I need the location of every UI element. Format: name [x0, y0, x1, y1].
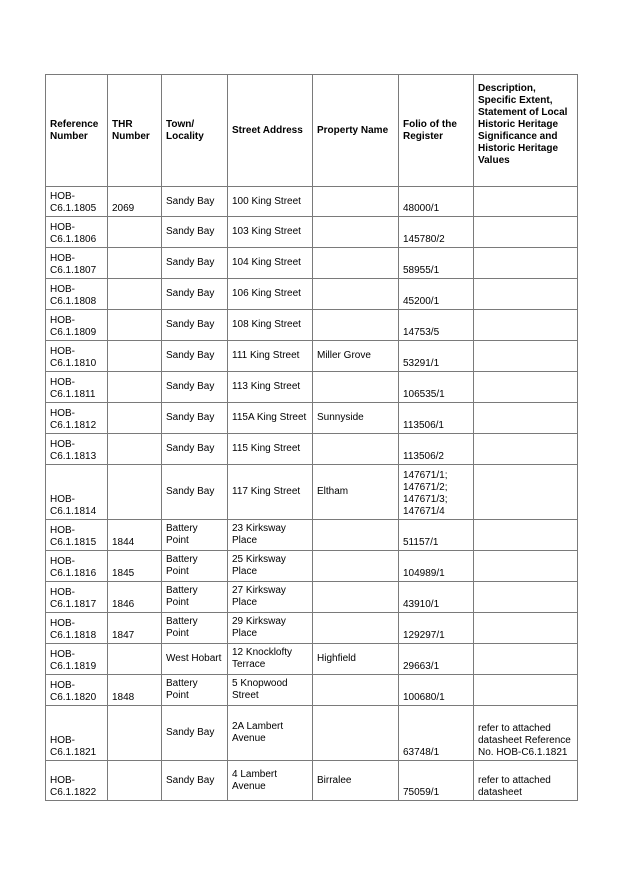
reference-number-cell: HOB-C6.1.1807	[46, 248, 108, 279]
street-address-cell: 103 King Street	[228, 217, 313, 248]
street-address-cell: 113 King Street	[228, 372, 313, 403]
property-name-cell	[313, 613, 399, 644]
reference-number-cell: HOB-C6.1.1821	[46, 706, 108, 761]
folio-cell: 100680/1	[399, 675, 474, 706]
thr-number-cell	[108, 279, 162, 310]
property-name-cell	[313, 310, 399, 341]
folio-cell: 51157/1	[399, 520, 474, 551]
property-name-cell: Birralee	[313, 761, 399, 801]
table-row	[46, 372, 578, 403]
table-row	[46, 551, 578, 582]
folio-cell: 53291/1	[399, 341, 474, 372]
property-name-cell	[313, 217, 399, 248]
property-name-cell	[313, 520, 399, 551]
header-town-locality: Town/ Locality	[162, 75, 228, 187]
property-name-cell	[313, 706, 399, 761]
folio-cell: 63748/1	[399, 706, 474, 761]
description-cell	[474, 644, 578, 675]
town-locality-cell: Sandy Bay	[162, 372, 228, 403]
reference-number-cell: HOB-C6.1.1808	[46, 279, 108, 310]
folio-cell: 147671/1; 147671/2; 147671/3; 147671/4	[399, 465, 474, 520]
folio-cell: 113506/2	[399, 434, 474, 465]
folio-cell: 113506/1	[399, 403, 474, 434]
town-locality-cell: Sandy Bay	[162, 465, 228, 520]
description-cell	[474, 372, 578, 403]
table-row	[46, 279, 578, 310]
header-street-address: Street Address	[228, 75, 313, 187]
folio-cell: 58955/1	[399, 248, 474, 279]
reference-number-cell: HOB-C6.1.1814	[46, 465, 108, 520]
town-locality-cell: Battery Point	[162, 551, 228, 582]
property-name-cell: Miller Grove	[313, 341, 399, 372]
thr-number-cell	[108, 706, 162, 761]
folio-cell: 75059/1	[399, 761, 474, 801]
street-address-cell: 27 Kirksway Place	[228, 582, 313, 613]
description-cell	[474, 613, 578, 644]
description-cell	[474, 520, 578, 551]
property-name-cell	[313, 187, 399, 217]
town-locality-cell: Battery Point	[162, 582, 228, 613]
property-name-cell	[313, 434, 399, 465]
reference-number-cell: HOB-C6.1.1820	[46, 675, 108, 706]
town-locality-cell: Sandy Bay	[162, 248, 228, 279]
table-row	[46, 675, 578, 706]
thr-number-cell: 1846	[108, 582, 162, 613]
table-row	[46, 248, 578, 279]
description-cell	[474, 551, 578, 582]
thr-number-cell	[108, 310, 162, 341]
street-address-cell: 104 King Street	[228, 248, 313, 279]
town-locality-cell: Sandy Bay	[162, 217, 228, 248]
reference-number-cell: HOB-C6.1.1810	[46, 341, 108, 372]
thr-number-cell	[108, 434, 162, 465]
town-locality-cell: Battery Point	[162, 613, 228, 644]
table-row	[46, 434, 578, 465]
street-address-cell: 108 King Street	[228, 310, 313, 341]
reference-number-cell: HOB-C6.1.1816	[46, 551, 108, 582]
table-row	[46, 310, 578, 341]
street-address-cell: 117 King Street	[228, 465, 313, 520]
reference-number-cell: HOB-C6.1.1806	[46, 217, 108, 248]
property-name-cell	[313, 551, 399, 582]
table-row	[46, 341, 578, 372]
table-row	[46, 644, 578, 675]
description-cell	[474, 187, 578, 217]
town-locality-cell: Sandy Bay	[162, 341, 228, 372]
property-name-cell	[313, 279, 399, 310]
street-address-cell: 29 Kirksway Place	[228, 613, 313, 644]
reference-number-cell: HOB-C6.1.1813	[46, 434, 108, 465]
reference-number-cell: HOB-C6.1.1805	[46, 187, 108, 217]
thr-number-cell	[108, 372, 162, 403]
property-name-cell	[313, 675, 399, 706]
table-row	[46, 520, 578, 551]
street-address-cell: 100 King Street	[228, 187, 313, 217]
description-cell	[474, 341, 578, 372]
description-cell	[474, 434, 578, 465]
header-reference-number: Reference Number	[46, 75, 108, 187]
town-locality-cell: Sandy Bay	[162, 187, 228, 217]
street-address-cell: 115 King Street	[228, 434, 313, 465]
thr-number-cell	[108, 341, 162, 372]
description-cell: refer to attached datasheet	[474, 761, 578, 801]
street-address-cell: 23 Kirksway Place	[228, 520, 313, 551]
property-name-cell	[313, 372, 399, 403]
town-locality-cell: Sandy Bay	[162, 403, 228, 434]
header-property-name: Property Name	[313, 75, 399, 187]
reference-number-cell: HOB-C6.1.1809	[46, 310, 108, 341]
description-cell	[474, 248, 578, 279]
table-body	[46, 187, 578, 801]
property-name-cell	[313, 248, 399, 279]
table-header-row	[46, 75, 578, 187]
folio-cell: 104989/1	[399, 551, 474, 582]
property-name-cell: Sunnyside	[313, 403, 399, 434]
table-row	[46, 582, 578, 613]
town-locality-cell: Sandy Bay	[162, 706, 228, 761]
town-locality-cell: Sandy Bay	[162, 279, 228, 310]
property-name-cell	[313, 582, 399, 613]
thr-number-cell: 1844	[108, 520, 162, 551]
heritage-register-table	[45, 74, 578, 801]
street-address-cell: 115A King Street	[228, 403, 313, 434]
folio-cell: 29663/1	[399, 644, 474, 675]
street-address-cell: 106 King Street	[228, 279, 313, 310]
thr-number-cell	[108, 644, 162, 675]
reference-number-cell: HOB-C6.1.1811	[46, 372, 108, 403]
street-address-cell: 5 Knopwood Street	[228, 675, 313, 706]
thr-number-cell: 1847	[108, 613, 162, 644]
thr-number-cell	[108, 403, 162, 434]
street-address-cell: 4 Lambert Avenue	[228, 761, 313, 801]
table-row	[46, 217, 578, 248]
table-row	[46, 706, 578, 761]
table-row	[46, 465, 578, 520]
folio-cell: 43910/1	[399, 582, 474, 613]
thr-number-cell	[108, 217, 162, 248]
thr-number-cell	[108, 465, 162, 520]
reference-number-cell: HOB-C6.1.1812	[46, 403, 108, 434]
property-name-cell: Eltham	[313, 465, 399, 520]
description-cell	[474, 675, 578, 706]
town-locality-cell: West Hobart	[162, 644, 228, 675]
description-cell	[474, 279, 578, 310]
folio-cell: 14753/5	[399, 310, 474, 341]
header-folio: Folio of the Register	[399, 75, 474, 187]
thr-number-cell: 2069	[108, 187, 162, 217]
description-cell	[474, 310, 578, 341]
table-row	[46, 761, 578, 801]
street-address-cell: 111 King Street	[228, 341, 313, 372]
description-cell	[474, 403, 578, 434]
folio-cell: 48000/1	[399, 187, 474, 217]
folio-cell: 106535/1	[399, 372, 474, 403]
table-row	[46, 613, 578, 644]
street-address-cell: 25 Kirksway Place	[228, 551, 313, 582]
reference-number-cell: HOB-C6.1.1819	[46, 644, 108, 675]
folio-cell: 45200/1	[399, 279, 474, 310]
header-thr-number: THR Number	[108, 75, 162, 187]
town-locality-cell: Battery Point	[162, 675, 228, 706]
thr-number-cell	[108, 761, 162, 801]
table-row	[46, 187, 578, 217]
description-cell	[474, 465, 578, 520]
thr-number-cell: 1848	[108, 675, 162, 706]
description-cell	[474, 582, 578, 613]
folio-cell: 145780/2	[399, 217, 474, 248]
reference-number-cell: HOB-C6.1.1822	[46, 761, 108, 801]
table-row	[46, 403, 578, 434]
property-name-cell: Highfield	[313, 644, 399, 675]
reference-number-cell: HOB-C6.1.1817	[46, 582, 108, 613]
street-address-cell: 2A Lambert Avenue	[228, 706, 313, 761]
town-locality-cell: Sandy Bay	[162, 310, 228, 341]
street-address-cell: 12 Knocklofty Terrace	[228, 644, 313, 675]
town-locality-cell: Battery Point	[162, 520, 228, 551]
description-cell	[474, 217, 578, 248]
reference-number-cell: HOB-C6.1.1815	[46, 520, 108, 551]
folio-cell: 129297/1	[399, 613, 474, 644]
header-description: Description, Specific Extent, Statement of Local Historic Heritage Significance and Historic Heritage Values	[474, 75, 578, 187]
town-locality-cell: Sandy Bay	[162, 434, 228, 465]
reference-number-cell: HOB-C6.1.1818	[46, 613, 108, 644]
town-locality-cell: Sandy Bay	[162, 761, 228, 801]
description-cell: refer to attached datasheet Reference No. HOB-C6.1.1821	[474, 706, 578, 761]
thr-number-cell	[108, 248, 162, 279]
thr-number-cell: 1845	[108, 551, 162, 582]
